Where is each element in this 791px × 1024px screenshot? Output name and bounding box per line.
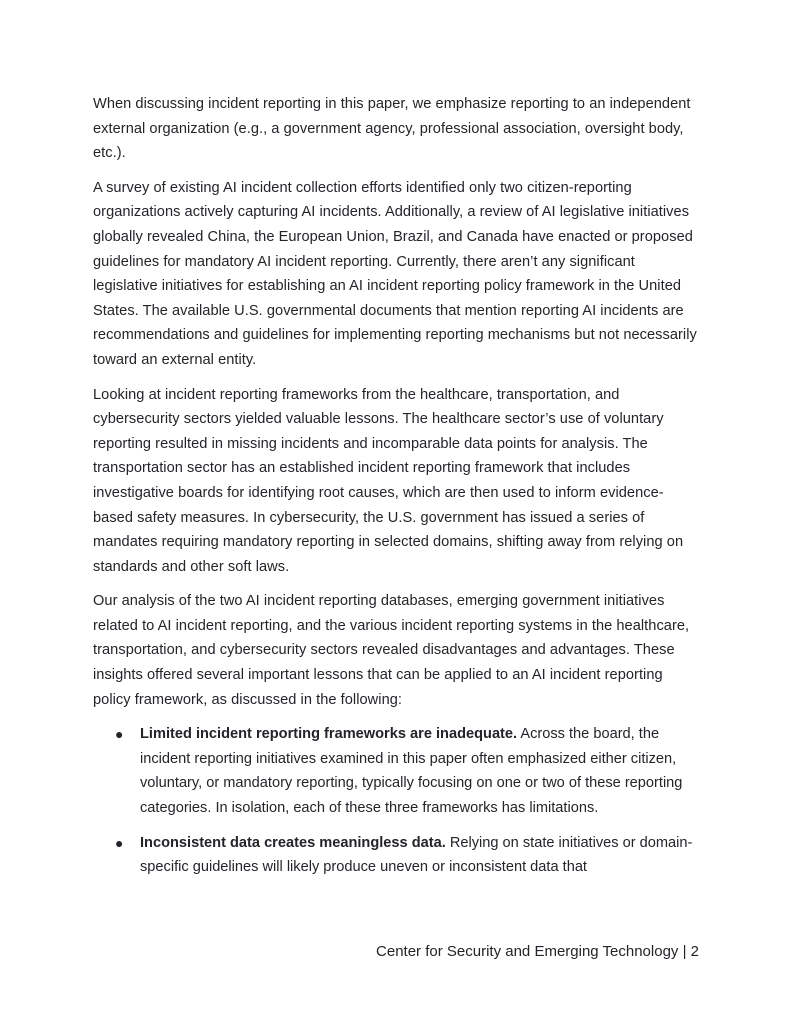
paragraph-intro: When discussing incident reporting in this paper, we emphasize reporting to an independent external organization (e.g., a government agency, professional association, oversight body, etc.). [93,96,691,162]
bullet-icon: ● [115,834,124,851]
list-item [93,831,699,880]
bullet-text: Across the board, the incident reporting initiatives examined in this paper often emphasized either citizen, voluntary, or mandatory reporting, typically focusing on one or two of these reporting categories. In isolation, each of these three frameworks has limitations. [140,726,683,817]
lessons-list [93,722,699,880]
bullet-lead: Inconsistent data creates meaningless data. [140,834,446,851]
page-footer: Center for Security and Emerging Technology | 2 [376,943,699,960]
list-item [93,722,699,820]
bullet-text: Relying on state initiatives or domain-specific guidelines will likely produce uneven or inconsistent data that [140,834,693,876]
bullet-lead: Limited incident reporting frameworks are inadequate. [140,726,518,743]
paragraph-sectors: Looking at incident reporting frameworks from the healthcare, transportation, and cybersecurity sectors yielded valuable lessons. The healthcare sector’s use of voluntary reporting resulted in missing incidents and incomparable data points for analysis. The transportation sector has an established incident reporting framework that includes investigative boards for identifying root causes, which are then used to inform evidence-based safety measures. In cybersecurity, the U.S. government has issued a series of mandates requiring mandatory reporting in selected domains, shifting away from relying on standards and other soft laws. [93,386,684,575]
paragraph-analysis: Our analysis of the two AI incident reporting databases, emerging government initiatives related to AI incident reporting, and the various incident reporting systems in the healthcare, transportation, and cybersecurity sectors revealed disadvantages and advantages. These insights offered several important lessons that can be applied to an AI incident reporting policy framework, as discussed in the following: [93,593,690,708]
paragraph-survey: A survey of existing AI incident collection efforts identified only two citizen-reporting organizations actively capturing AI incidents. Additionally, a review of AI legislative initiatives globally revealed China, the European Union, Brazil, and Canada have enacted or proposed guidelines for mandatory AI incident reporting. Currently, there aren’t any significant legislative initiatives for establishing an AI incident reporting policy framework in the United States. The available U.S. governmental documents that mention reporting AI incidents are recommendations and guidelines for implementing reporting mechanisms but not necessarily toward an external entity. [93,179,697,368]
document-body [93,92,699,890]
bullet-icon: ● [115,726,124,743]
